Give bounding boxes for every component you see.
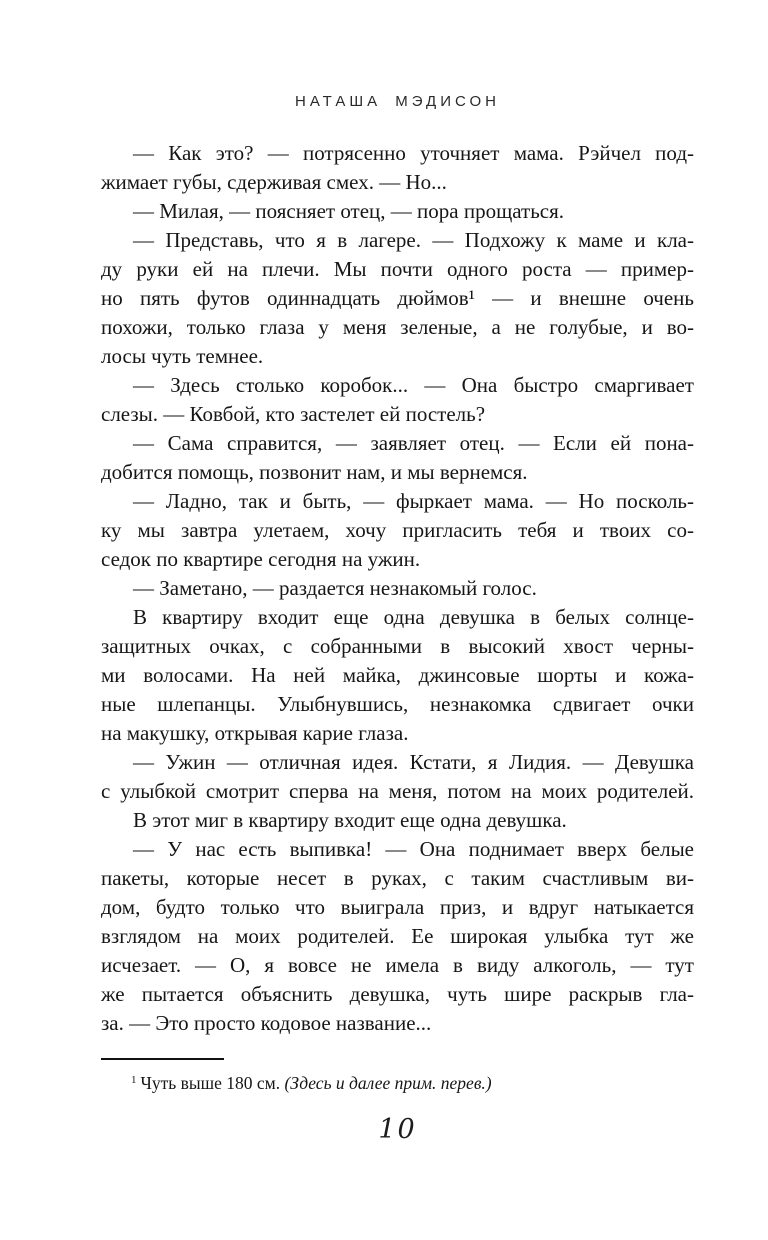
text-line: добится помощь, позвонит нам, и мы вернемся. <box>101 460 528 484</box>
text-line: — Милая, — поясняет отец, — пора прощаться. <box>133 199 565 223</box>
text-line: ми волосами. На ней майка, джинсовые шорты и кожа- <box>101 663 694 687</box>
text-line: В этот миг в квартиру входит еще одна девушка. <box>133 808 567 832</box>
paragraph <box>101 139 694 197</box>
text-line: дом, будто только что выиграла приз, и вдруг натыкается <box>101 895 694 919</box>
text-line: взглядом на моих родителей. Ее широкая улыбка тут же <box>101 924 694 948</box>
running-header: НАТАША МЭДИСОН <box>295 93 500 110</box>
paragraph <box>101 226 694 371</box>
text-line: же пытается объяснить девушка, чуть шире раскрыв гла- <box>101 982 694 1006</box>
text-line: — Ладно, так и быть, — фыркает мама. — Но посколь- <box>133 489 694 513</box>
text-line: — Здесь столько коробок... — Она быстро смаргивает <box>133 373 694 397</box>
text-line: — Заметано, — раздается незнакомый голос. <box>133 576 537 600</box>
footnote <box>101 1071 694 1095</box>
text-line: на макушку, открывая карие глаза. <box>101 721 409 745</box>
paragraph <box>101 429 694 487</box>
footnote-text: Чуть выше 180 см. <box>140 1073 285 1093</box>
text-line: за. — Это просто кодовое название... <box>101 1011 432 1035</box>
text-line: — Как это? — потрясенно уточняет мама. Рэйчел под- <box>133 141 694 165</box>
text-line: — Сама справится, — заявляет отец. — Если ей пона- <box>133 431 694 455</box>
paragraph <box>101 371 694 429</box>
paragraph <box>101 603 694 748</box>
text-line: лосы чуть темнее. <box>101 344 264 368</box>
text-line: ные шлепанцы. Улыбнувшись, незнакомка сдвигает очки <box>101 692 694 716</box>
text-line: седок по квартире сегодня на ужин. <box>101 547 421 571</box>
footnote-divider <box>101 1058 224 1060</box>
text-line: жимает губы, сдерживая смех. — Но... <box>101 170 447 194</box>
paragraph <box>101 487 694 574</box>
text-line: слезы. — Ковбой, кто застелет ей постель? <box>101 402 486 426</box>
text-line: — Ужин — отличная идея. Кстати, я Лидия. — Девушка <box>133 750 694 774</box>
paragraph <box>101 748 694 806</box>
page-number: 10 <box>378 1114 417 1145</box>
text-line: ду руки ей на плечи. Мы почти одного роста — пример- <box>101 257 694 281</box>
text-line: но пять футов одиннадцать дюймов¹ — и внешне очень <box>101 286 694 310</box>
body-text <box>101 139 694 1038</box>
paragraph <box>101 197 694 226</box>
text-line: пакеты, которые несет в руках, с таким счастливым ви- <box>101 866 694 890</box>
paragraph <box>101 806 694 835</box>
text-line: исчезает. — О, я вовсе не имела в виду алкоголь, — тут <box>101 953 694 977</box>
footnote-translator-note: (Здесь и далее прим. перев.) <box>284 1073 492 1093</box>
text-line: защитных очках, с собранными в высокий хвост черны- <box>101 634 694 658</box>
paragraph <box>101 574 694 603</box>
text-line: ку мы завтра улетаем, хочу пригласить тебя и твоих со- <box>101 518 694 542</box>
text-line: похожи, только глаза у меня зеленые, а не голубые, и во- <box>101 315 694 339</box>
text-line: — У нас есть выпивка! — Она поднимает вверх белые <box>133 837 694 861</box>
paragraph <box>101 835 694 1038</box>
footnote-marker: 1 <box>131 1074 137 1086</box>
text-line: — Представь, что я в лагере. — Подхожу к маме и кла- <box>133 228 694 252</box>
text-line: с улыбкой смотрит сперва на меня, потом на моих родителей. <box>101 779 694 803</box>
text-line: В квартиру входит еще одна девушка в белых солнце- <box>133 605 694 629</box>
